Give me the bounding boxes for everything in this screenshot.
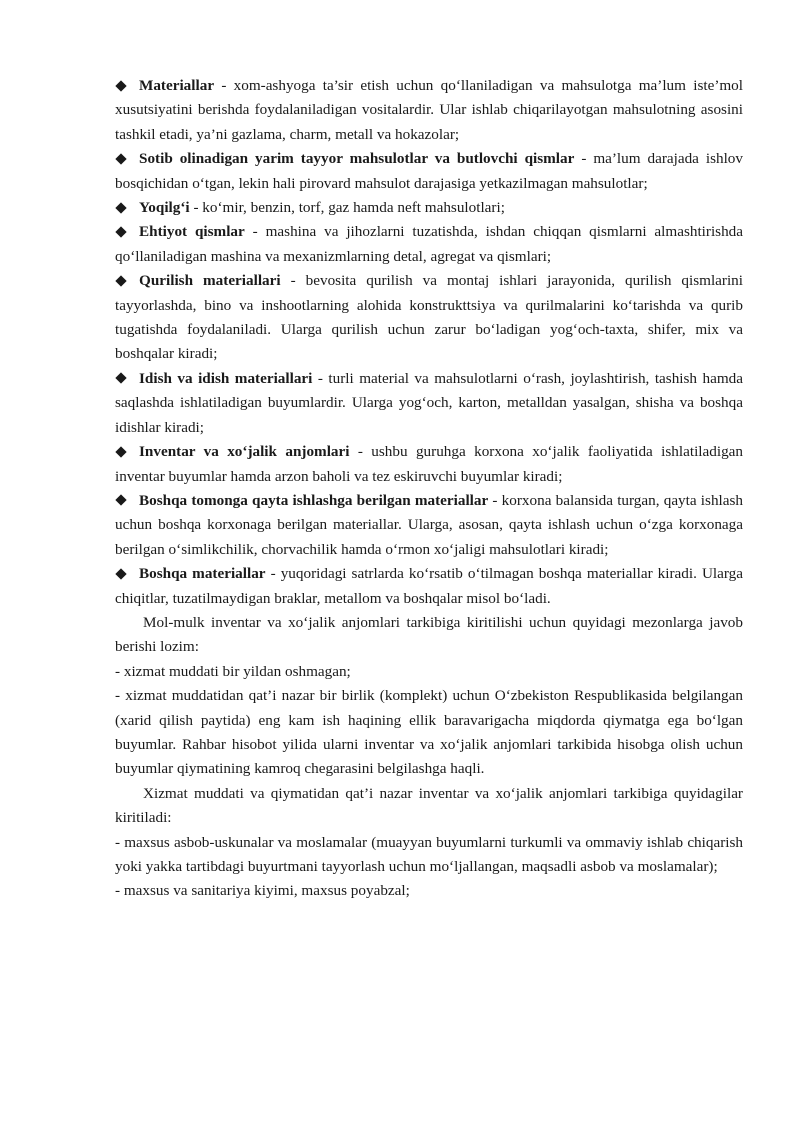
item-text: - ushbu guruhga korxona xo‘jalik faoliyatida ishlatiladigan inventar buyumlar hamda arzon baholi va tez eskiruvchi buyumlar kiradi;	[115, 443, 744, 485]
list-item	[115, 196, 743, 220]
list-item	[115, 562, 743, 611]
criteria-line: - xizmat muddatidan qat’i nazar bir birlik (komplekt) uchun O‘zbekiston Respublikasida belgilangan (xarid qilish paytida) eng kam ish haqining ellik baravarigacha miqdorda qiymatga ega bo‘lgan buyumlar. Rahbar hisobot yilida ularni inventar va xo‘jalik anjomlari tarkibida hisobga olish uchun buyumlar qiymatining kamroq chegarasini belgilashga haqli.	[115, 687, 743, 778]
item-term: Sotib olinadigan yarim tayyor mahsulotlar va butlovchi qismlar	[139, 150, 575, 168]
list-item	[115, 147, 743, 196]
diamond-bullet-icon	[115, 226, 126, 237]
diamond-bullet-icon	[115, 568, 126, 579]
diamond-bullet-icon	[115, 275, 126, 286]
diamond-bullet-icon	[115, 495, 126, 506]
item-text: - turli material va mahsulotlarni o‘rash, joylashtirish, tashish hamda saqlashda ishlatiladigan buyumlardir. Ularga yog‘och, karton, metalldan yasalgan, shisha va boshqa idishlar kiradi;	[115, 369, 743, 436]
included-item-line: - maxsus va sanitariya kiyimi, maxsus poyabzal;	[115, 882, 410, 900]
criteria-line: - xizmat muddati bir yildan oshmagan;	[115, 662, 351, 680]
item-term: Materiallar	[139, 77, 215, 94]
diamond-bullet-icon	[115, 153, 126, 164]
item-term: Ehtiyot qismlar	[139, 223, 245, 241]
body-paragraph: Xizmat muddati va qiymatidan qat’i nazar inventar va xo‘jalik anjomlari tarkibiga quyidagilar kiritiladi:	[115, 784, 743, 827]
list-item	[115, 269, 743, 367]
item-term: Boshqa tomonga qayta ishlashga berilgan materiallar	[139, 491, 489, 509]
item-text: - ko‘mir, benzin, torf, gaz hamda neft mahsulotlari;	[189, 199, 505, 217]
item-text: - bevosita qurilish va montaj ishlari jarayonida, qurilish qismlarini tayyorlashda, bino va inshootlarning alohida konstrukttsiya va qurilmalarini ko‘tarishda va qurib tugatishda foydalaniladi. Ularga qurilish uchun zarur bo‘ladigan yog‘och-taxta, shifer, mix va boshqalar kiradi;	[115, 272, 743, 363]
item-term: Inventar va xo‘jalik anjomlari	[139, 443, 350, 461]
item-term: Idish va idish materiallari	[139, 369, 313, 387]
list-item	[115, 220, 743, 269]
item-text: - xom-ashyoga ta’sir etish uchun qo‘llaniladigan va mahsulotga ma’lum iste’mol xusutsiyatini berishda foydalaniladigan vositalardir. Ular ishlab chiqarilayotgan mahsulotning asosini tashkil etadi, ya’ni gazlama, charm, metall va hokazolar;	[115, 77, 743, 143]
diamond-bullet-icon	[115, 446, 126, 457]
list-item	[115, 440, 743, 489]
document-page	[115, 74, 743, 904]
diamond-bullet-icon	[115, 202, 126, 213]
item-term: Yoqilg‘i	[139, 199, 190, 217]
list-item	[115, 367, 743, 440]
item-text: - ma’lum darajada ishlov bosqichidan o‘tgan, lekin hali pirovard mahsulot darajasiga yetkazilmagan mahsulotlar;	[115, 150, 743, 192]
item-text: - korxona balansida turgan, qayta ishlash uchun boshqa korxonaga berilgan materiallar. Ularga, asosan, qayta ishlash uchun o‘zga korxonaga berilgan o‘simlikchilik, chorvachilik hamda o‘rmon xo‘jaligi mahsulotlari kiradi;	[115, 491, 743, 558]
diamond-bullet-icon	[115, 80, 126, 91]
item-term: Boshqa materiallar	[139, 565, 266, 583]
item-text: - mashina va jihozlarni tuzatishda, ishdan chiqqan qismlarni almashtirishda qo‘llaniladigan mashina va mexanizmlarning detal, agregat va qismlari;	[115, 223, 743, 265]
item-text: - yuqoridagi satrlarda ko‘rsatib o‘tilmagan boshqa materiallar kiradi. Ularga chiqitlar, tuzatilmaydigan braklar, metallom va boshqalar misol bo‘ladi.	[115, 565, 743, 607]
list-item	[115, 74, 743, 147]
body-paragraph: Mol-mulk inventar va xo‘jalik anjomlari tarkibiga kiritilishi uchun quyidagi mezonlarga javob berishi lozim:	[115, 613, 743, 656]
diamond-bullet-icon	[115, 373, 126, 384]
included-item-line: - maxsus asbob-uskunalar va moslamalar (muayyan buyumlarni turkumli va ommaviy ishlab chiqarish yoki yakka tartibdagi buyurtmani tayyorlash uchun mo‘ljallangan, maqsadli asbob va moslamalar);	[115, 833, 743, 875]
item-term: Qurilish materiallari	[139, 272, 281, 290]
list-item	[115, 489, 743, 562]
